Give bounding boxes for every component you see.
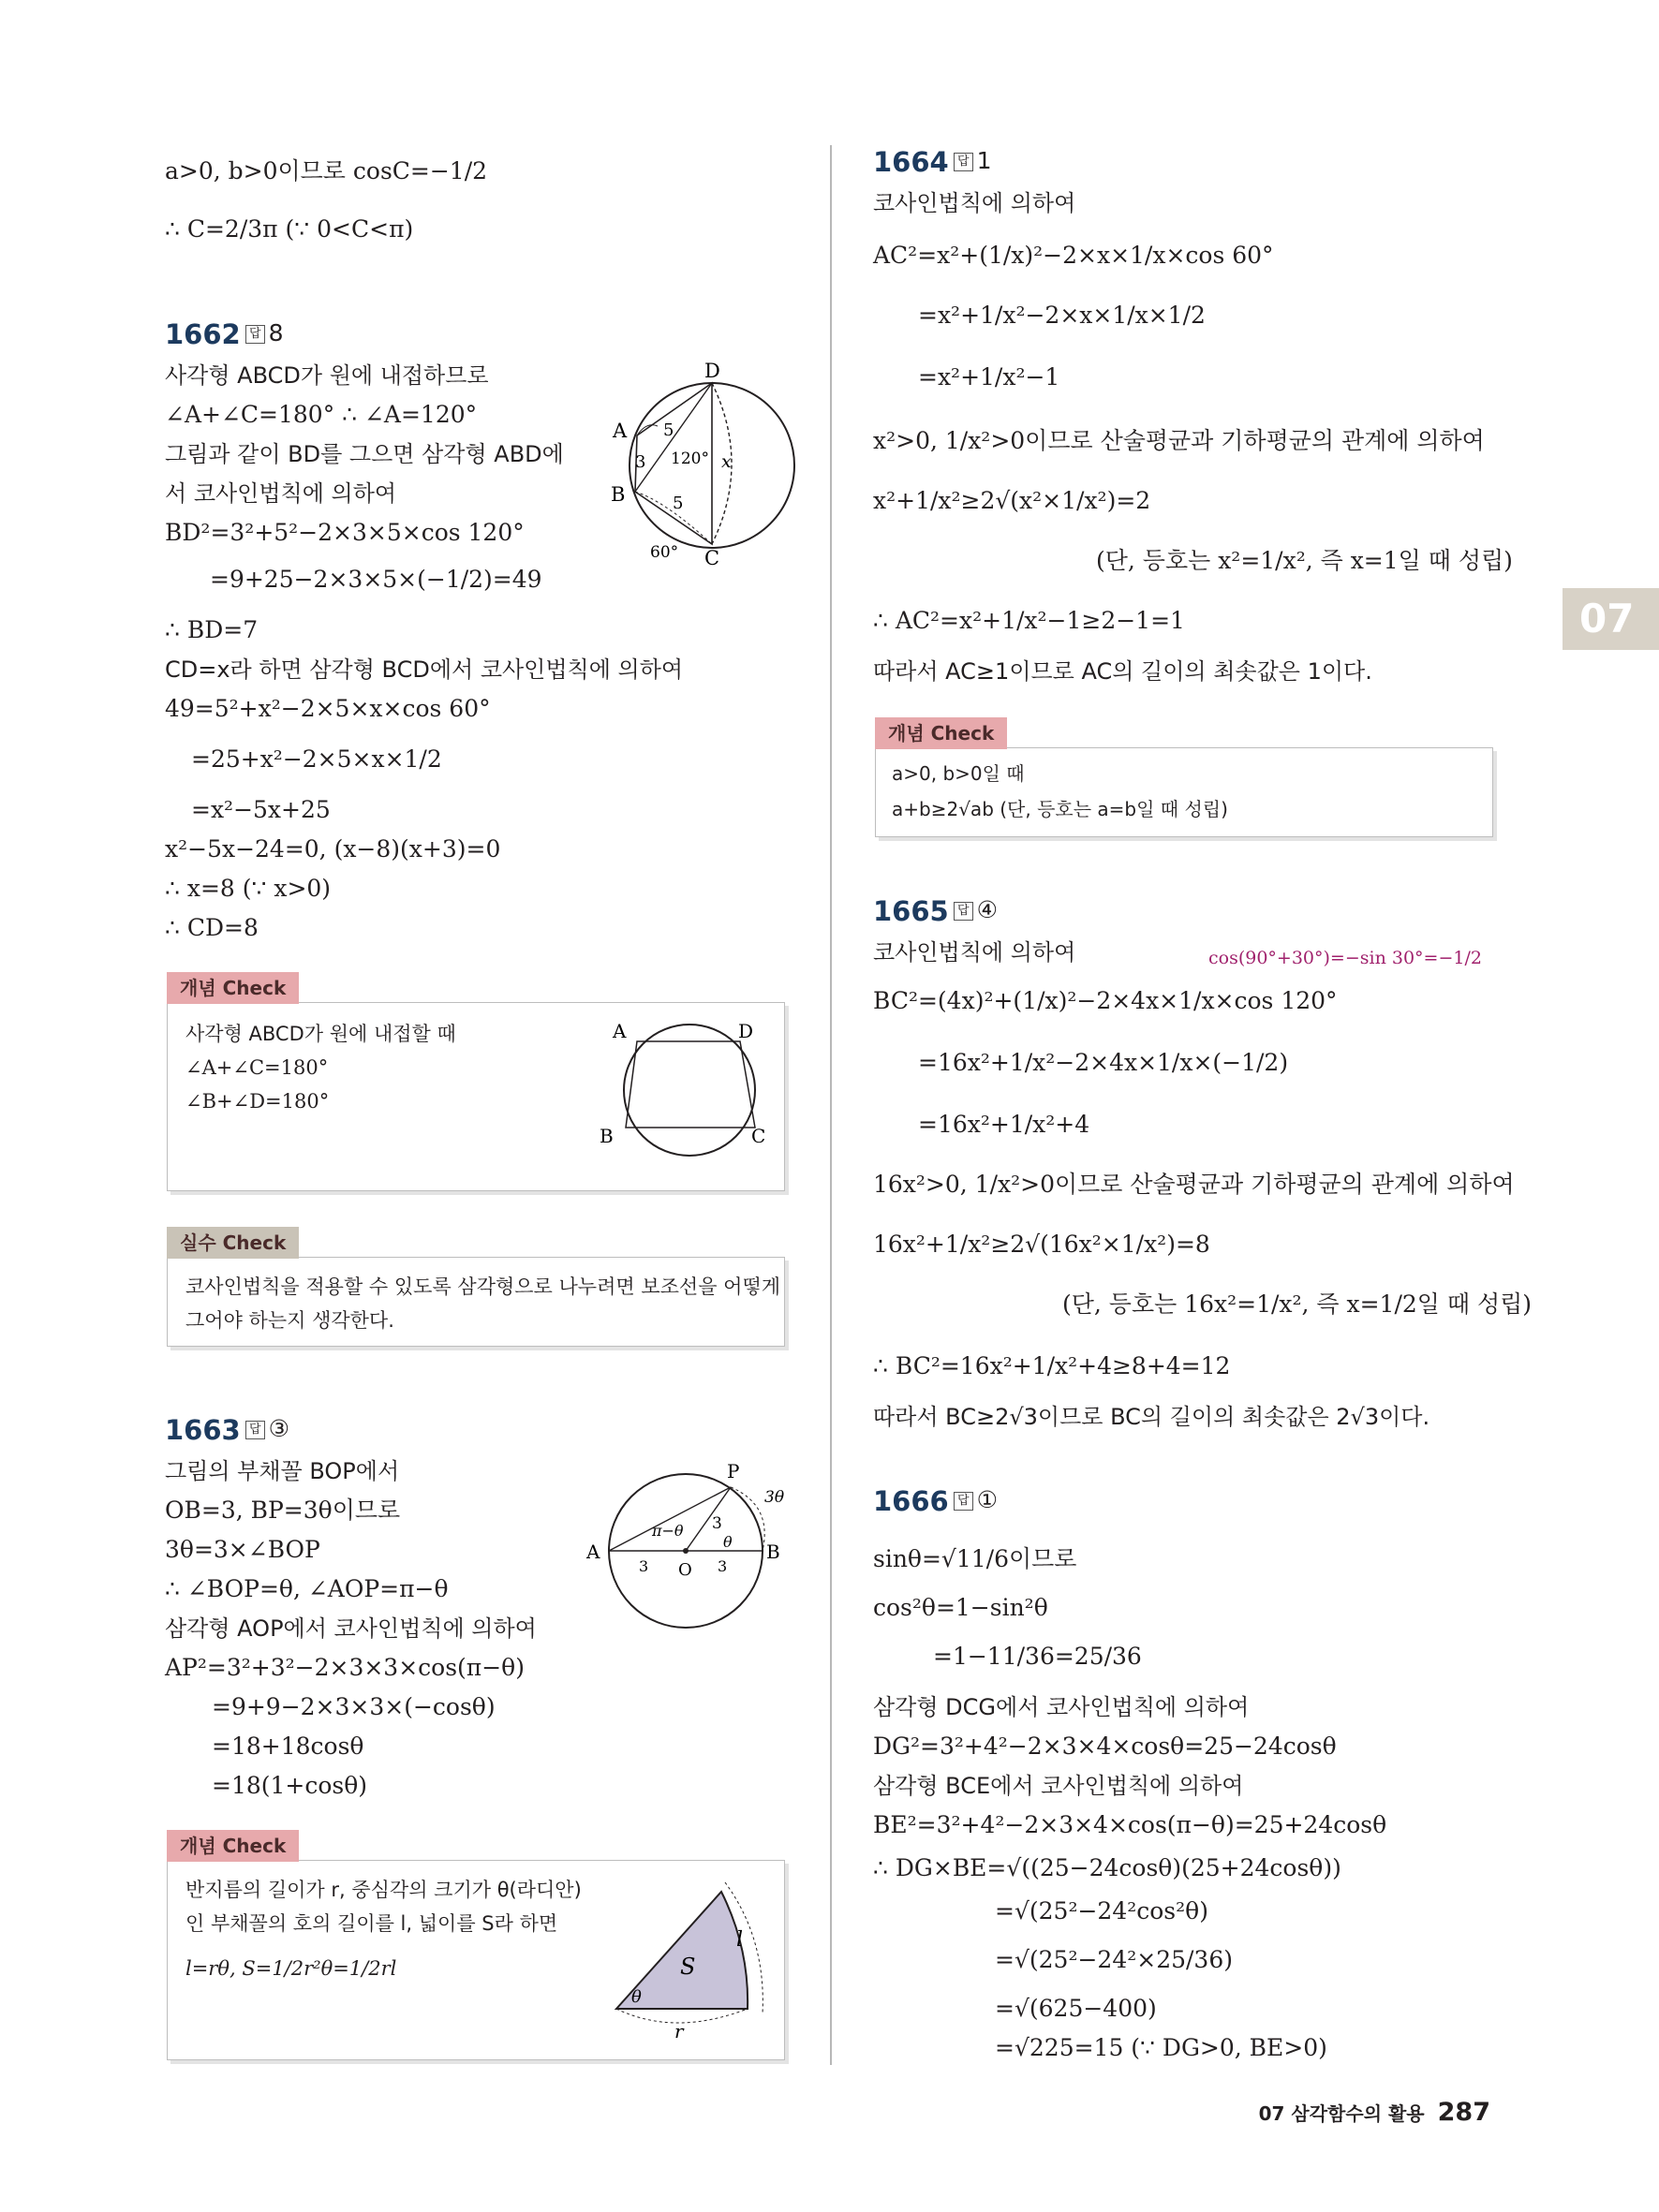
concept-check-label: 개념 Check <box>167 1830 299 1862</box>
text-line: ∴ BD=7 <box>165 616 259 643</box>
text-line: =16x²+1/x²+4 <box>918 1111 1090 1138</box>
angle-label: θ <box>631 1987 642 2007</box>
text-line: =18+18cosθ <box>212 1733 364 1760</box>
answer: 답 1 <box>954 147 991 174</box>
text-line: =18(1+cosθ) <box>212 1772 368 1799</box>
vertex-label-a: A <box>613 420 628 442</box>
inscribed-quadrilateral-figure <box>600 1017 778 1158</box>
concept-line: a>0, b>0일 때 <box>892 762 1025 785</box>
text-line: =√(25²−24²cos²θ) <box>995 1897 1208 1924</box>
length-label-ob: 3 <box>718 1557 728 1575</box>
side-label-bc: 5 <box>673 494 684 513</box>
concept-line: l=rθ, S=1/2r²θ=1/2rl <box>185 1957 397 1980</box>
text-line: ∴ BC²=16x²+1/x²+4≥8+4=12 <box>873 1352 1231 1379</box>
text-line: ∴ AC²=x²+1/x²−1≥2−1=1 <box>873 607 1185 634</box>
text-line: ∴ CD=8 <box>165 914 259 941</box>
concept-line: a+b≥2√ab (단, 등호는 a=b일 때 성립) <box>892 798 1228 820</box>
arc-length-label: l <box>736 1928 744 1952</box>
text-line: a>0, b>0이므로 cosC=−1/2 <box>165 157 488 184</box>
answer: 답 ③ <box>245 1415 289 1442</box>
text-line: =√(25²−24²×25/36) <box>995 1946 1233 1973</box>
text-line: 그림의 부채꼴 BOP에서 <box>165 1458 400 1484</box>
answer: 답 ④ <box>954 896 998 923</box>
problem-number: 1664 <box>873 146 949 178</box>
text-line: sinθ=√11/6이므로 <box>873 1545 1077 1572</box>
text-line: =√(625−400) <box>995 1995 1157 2022</box>
radius-label: r <box>674 2020 684 2042</box>
angle-label-bop: θ <box>723 1533 733 1551</box>
text-line: =x²+1/x²−1 <box>918 363 1060 391</box>
text-line: (단, 등호는 x²=1/x², 즉 x=1일 때 성립) <box>1096 547 1513 574</box>
angle-label-c: 60° <box>650 543 679 562</box>
vertex-label-c: C <box>751 1125 766 1147</box>
arc-label: 3θ <box>764 1488 785 1507</box>
chapter-tab: 07 <box>1563 588 1659 650</box>
text-line: CD=x라 하면 삼각형 BCD에서 코사인법칙에 의하여 <box>165 656 684 683</box>
concept-line: 반지름의 길이가 r, 중심각의 크기가 θ(라디안) <box>185 1879 582 1901</box>
text-line: 49=5²+x²−2×5×x×cos 60° <box>165 695 491 722</box>
answer-icon: 답 <box>954 153 973 171</box>
text-line: 16x²+1/x²≥2√(16x²×1/x²)=8 <box>873 1231 1210 1258</box>
answer: 답 ① <box>954 1486 998 1513</box>
cos-annotation: cos(90°+30°)=−sin 30°=−1/2 <box>1208 948 1482 968</box>
sector-area-label: S <box>680 1954 696 1980</box>
answer-icon: 답 <box>245 325 265 344</box>
text-line: =9+9−2×3×3×(−cosθ) <box>212 1693 496 1720</box>
text-line: 16x²>0, 1/x²>0이므로 산술평균과 기하평균의 관계에 의하여 <box>873 1171 1515 1198</box>
mistake-line: 그어야 하는지 생각한다. <box>185 1309 394 1332</box>
text-line: ∴ C=2/3π (∵ 0<C<π) <box>165 215 414 243</box>
text-line: =9+25−2×3×5×(−1/2)=49 <box>210 566 542 593</box>
text-line: =x²+1/x²−2×x×1/x×1/2 <box>918 302 1206 329</box>
footer-title: 07 삼각함수의 활용 <box>1258 2102 1425 2125</box>
text-line: =1−11/36=25/36 <box>933 1643 1142 1670</box>
mistake-line: 코사인법칙을 적용할 수 있도록 삼각형으로 나누려면 보조선을 어떻게 <box>185 1276 781 1298</box>
length-label-oa: 3 <box>639 1557 649 1575</box>
text-line: DG²=3²+4²−2×3×4×cosθ=25−24cosθ <box>873 1733 1337 1760</box>
text-line: =16x²+1/x²−2×4x×1/x×(−1/2) <box>918 1049 1289 1076</box>
side-label-bd: 5 <box>663 420 674 440</box>
vertex-label-d: D <box>738 1020 754 1042</box>
side-label-ab: 3 <box>635 452 646 472</box>
mistake-check-label: 실수 Check <box>167 1227 299 1259</box>
text-line: BD²=3²+5²−2×3×5×cos 120° <box>165 519 525 546</box>
text-line: =25+x²−2×5×x×1/2 <box>191 745 442 773</box>
text-line: 코사인법칙에 의하여 <box>873 190 1076 216</box>
length-label-op: 3 <box>712 1514 722 1533</box>
text-line: 따라서 AC≥1이므로 AC의 길이의 최솟값은 1이다. <box>873 658 1372 685</box>
column-divider <box>830 145 832 2065</box>
text-line: x²−5x−24=0, (x−8)(x+3)=0 <box>165 835 501 863</box>
point-label-p: P <box>727 1460 740 1482</box>
text-line: 사각형 ABCD가 원에 내접하므로 <box>165 362 489 389</box>
page-footer <box>1259 2098 1490 2127</box>
point-label-a: A <box>586 1541 600 1563</box>
concept-line: ∠B+∠D=180° <box>185 1090 330 1113</box>
vertex-label-c: C <box>704 547 720 569</box>
text-line: (단, 등호는 16x²=1/x², 즉 x=1/2일 때 성립) <box>1062 1290 1533 1318</box>
concept-line: 인 부채꼴의 호의 길이를 l, 넓이를 S라 하면 <box>185 1912 558 1935</box>
angle-label-aop: π−θ <box>652 1522 684 1540</box>
concept-line: ∠A+∠C=180° <box>185 1056 329 1079</box>
concept-check-label: 개념 Check <box>875 717 1007 749</box>
problem-number: 1665 <box>873 895 949 927</box>
vertex-label-a: A <box>613 1020 627 1042</box>
concept-check-label: 개념 Check <box>167 972 299 1004</box>
text-line: ∴ ∠BOP=θ, ∠AOP=π−θ <box>165 1575 449 1602</box>
text-line: 삼각형 AOP에서 코사인법칙에 의하여 <box>165 1615 537 1642</box>
text-line: OB=3, BP=3θ이므로 <box>165 1497 401 1524</box>
vertex-label-b: B <box>611 483 626 506</box>
vertex-label-d: D <box>704 360 720 382</box>
text-line: 삼각형 BCE에서 코사인법칙에 의하여 <box>873 1773 1244 1799</box>
text-line: =x²−5x+25 <box>191 796 331 823</box>
text-line: AP²=3²+3²−2×3×3×cos(π−θ) <box>165 1654 525 1681</box>
text-line: BE²=3²+4²−2×3×4×cos(π−θ)=25+24cosθ <box>873 1811 1387 1838</box>
angle-label-a: 120° <box>671 450 709 468</box>
sector-area-figure <box>609 1873 778 2042</box>
text-line: cos²θ=1−sin²θ <box>873 1594 1048 1621</box>
sector-figure <box>581 1453 796 1631</box>
text-line: 따라서 BC≥2√3이므로 BC의 길이의 최솟값은 2√3이다. <box>873 1404 1430 1430</box>
text-line: ∴ DG×BE=√((25−24cosθ)(25+24cosθ)) <box>873 1854 1341 1881</box>
point-label-o: O <box>678 1560 692 1580</box>
answer-icon: 답 <box>954 1492 973 1511</box>
text-line: 삼각형 DCG에서 코사인법칙에 의하여 <box>873 1694 1250 1720</box>
point-label-b: B <box>766 1541 780 1563</box>
side-label-cd: x <box>721 451 732 472</box>
page-number: 287 <box>1437 2098 1490 2127</box>
text-line: x²+1/x²≥2√(x²×1/x²)=2 <box>873 487 1151 514</box>
answer: 답 8 <box>245 319 283 347</box>
text-line: 코사인법칙에 의하여 <box>873 939 1076 966</box>
problem-number: 1662 <box>165 318 241 350</box>
text-line: ∴ x=8 (∵ x>0) <box>165 875 332 902</box>
text-line: BC²=(4x)²+(1/x)²−2×4x×1/x×cos 120° <box>873 987 1338 1014</box>
cyclic-quadrilateral-figure <box>609 361 796 576</box>
answer-icon: 답 <box>954 902 973 921</box>
vertex-label-b: B <box>600 1125 614 1147</box>
problem-number: 1666 <box>873 1485 949 1517</box>
text-line: 그림과 같이 BD를 그으면 삼각형 ABD에 <box>165 441 564 467</box>
text-line: ∠A+∠C=180° ∴ ∠A=120° <box>165 401 478 428</box>
text-line: 3θ=3×∠BOP <box>165 1536 320 1563</box>
concept-line: 사각형 ABCD가 원에 내접할 때 <box>185 1023 456 1045</box>
text-line: =√225=15 (∵ DG>0, BE>0) <box>995 2034 1327 2061</box>
text-line: x²>0, 1/x²>0이므로 산술평균과 기하평균의 관계에 의하여 <box>873 427 1485 454</box>
answer-icon: 답 <box>245 1421 265 1439</box>
text-line: 서 코사인법칙에 의하여 <box>165 480 397 507</box>
problem-number: 1663 <box>165 1414 241 1446</box>
text-line: AC²=x²+(1/x)²−2×x×1/x×cos 60° <box>873 242 1274 269</box>
